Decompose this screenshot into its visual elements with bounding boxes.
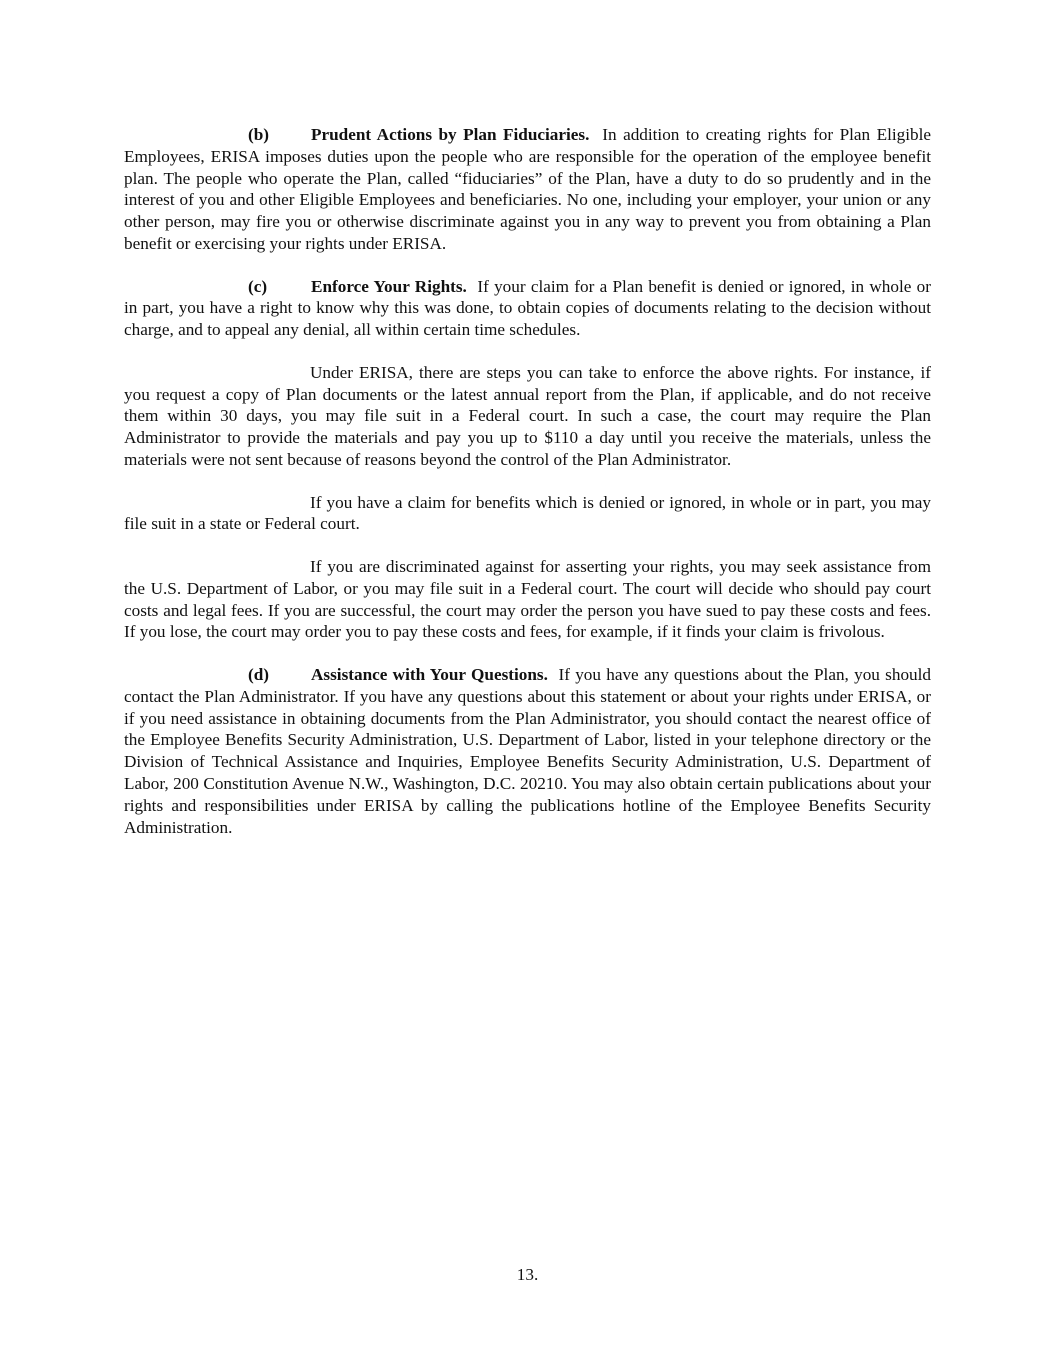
- section-c-paragraph-claim-denied: If you have a claim for benefits which is denied or ignored, in whole or in part, you may file suit in a state or Federal court.: [124, 492, 931, 534]
- section-c-paragraph: [124, 276, 931, 341]
- section-c-heading: Enforce Your Rights.: [311, 276, 467, 296]
- section-c-paragraph-discrimination: If you are discriminated against for asserting your rights, you may seek assistance from the U.S. Department of Labor, or you may file suit in a Federal court. The court will decide who should pay court costs and legal fees. If you are successful, the court may order the person you have sued to pay these costs and fees. If you lose, the court may order you to pay these costs and fees, for example, if it finds your claim is frivolous.: [124, 556, 931, 642]
- section-d-number: (d): [248, 664, 270, 684]
- section-b-heading: Prudent Actions by Plan Fiduciaries.: [311, 125, 590, 144]
- section-c-paragraph-enforce-steps: Under ERISA, there are steps you can take to enforce the above rights. For instance, if you request a copy of Plan documents or the latest annual report from the Plan, if applicable, and do not receive them within 30 days, you may file suit in a Federal court. In such a case, the court may require the Plan Administrator to provide the materials and pay you up to $110 a day until you receive the materials, unless the materials were not sent because of reasons beyond the control of the Plan Administrator.: [124, 362, 931, 469]
- section-b-number: (b): [248, 125, 270, 144]
- section-d-body: If you have any questions about the Plan, you should contact the Plan Administrator. If you have any questions about this statement or about your rights under ERISA, or if you need assistance in obtaining documents from the Plan Administrator, you should contact the nearest office of the Employee Benefits Security Administration, U.S. Department of Labor, listed in your telephone directory or the Division of Technical Assistance and Inquiries, Employee Benefits Security Administration, U.S. Department of Labor, 200 Constitution Avenue N.W., Washington, D.C. 20210. You may also obtain certain publications about your rights and responsibilities under ERISA by calling the publications hotline of the Employee Benefits Security Administration.: [124, 664, 932, 837]
- document-body: [124, 124, 931, 859]
- section-c-body: If your claim for a Plan benefit is denied or ignored, in whole or in part, you have a right to know why this was done, to obtain copies of documents relating to the decision without charge, and to appeal any denial, all within certain time schedules.: [124, 276, 931, 340]
- section-d-paragraph: [124, 664, 931, 838]
- page-number: 13.: [516, 1265, 539, 1284]
- section-b-paragraph: [124, 124, 931, 255]
- section-c-number: (c): [248, 276, 268, 296]
- section-d-heading: Assistance with Your Questions.: [311, 664, 548, 684]
- section-b-body: In addition to creating rights for Plan Eligible Employees, ERISA imposes duties upon the people who are responsible for the operation of the employee benefit plan. The people who operate the Plan, called “fiduciaries” of the Plan, have a duty to do so prudently and in the interest of you and other Eligible Employees and beneficiaries. No one, including your employer, your union or any other person, may fire you or otherwise discriminate against you in any way to prevent you from obtaining a Plan benefit or exercising your rights under ERISA.: [124, 125, 931, 253]
